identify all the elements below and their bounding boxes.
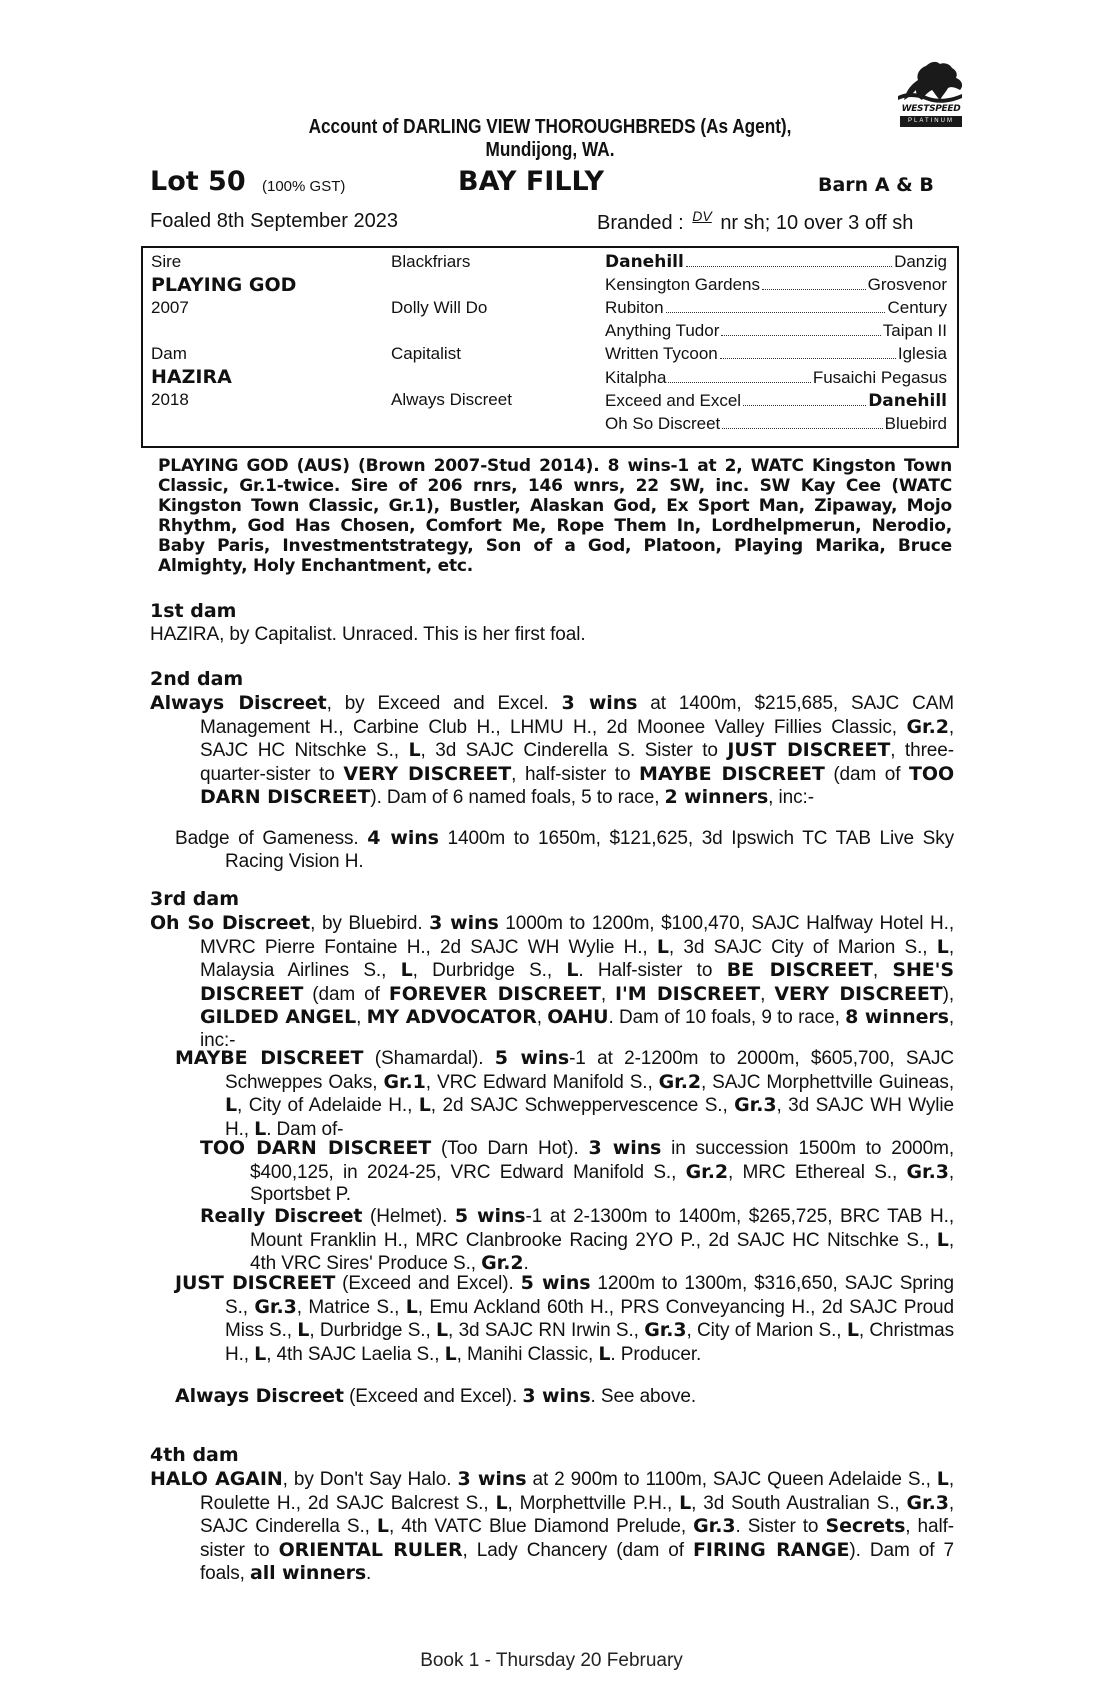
branded-info <box>597 208 913 235</box>
pedigree-row: Anything Tudor Taipan II <box>605 321 947 340</box>
lot-number: Lot 50 <box>150 166 246 197</box>
branded-label: Branded : <box>597 212 684 234</box>
grandsire-maternal: Capitalist <box>391 344 461 363</box>
pedigree-row: Kensington Gardens Grosvenor <box>605 275 947 294</box>
foaled-date: Foaled 8th September 2023 <box>150 210 398 232</box>
granddam-paternal: Dolly Will Do <box>391 298 488 317</box>
sire-name: PLAYING GOD <box>151 274 297 296</box>
gst-note: (100% GST) <box>262 178 346 195</box>
pedigree-row: Exceed and Excel Danehill <box>605 391 947 411</box>
dam-name: HAZIRA <box>151 366 232 388</box>
page-footer: Book 1 - Thursday 20 February <box>420 1650 683 1671</box>
second-dam-progeny: Badge of Gameness. 4 wins 1400m to 1650m, $121,625, 3d Ipswich TC TAB Live Sky Racing Vision H. <box>175 827 955 872</box>
brand-mark: DV <box>692 208 712 224</box>
logo-text: WESTSPEED <box>901 104 961 114</box>
branded-details: nr sh; 10 over 3 off sh <box>720 212 914 234</box>
horse-title: BAY FILLY <box>458 166 605 197</box>
progeny-really-discreet: Really Discreet (Helmet). 5 wins-1 at 2-1300m to 1400m, $265,725, BRC TAB H., Mount Franklin H., MRC Clanbrooke Racing 2YO P., 2d SAJC HC Nitschke S., L, 4th VRC Sires' Produce S., Gr.2. <box>200 1205 954 1274</box>
sire-label: Sire <box>151 252 182 271</box>
account-heading <box>283 116 816 162</box>
third-dam-progeny-always-discreet: Always Discreet (Exceed and Excel). 3 wins. See above. <box>175 1385 697 1407</box>
sire-year: 2007 <box>151 298 189 317</box>
account-line-2: Mundijong, WA. <box>485 139 615 161</box>
fourth-dam-entry: HALO AGAIN, by Don't Say Halo. 3 wins at 2 900m to 1100m, SAJC Queen Adelaide S., L, Roulette H., 2d SAJC Balcrest S., L, Morphettville P.H., L, 3d South Australian S., Gr.3, SAJC Cinderella S., L, 4th VATC Blue Diamond Prelude, Gr.3. Sister to Secrets, half-sister to ORIENTAL RULER, Lady Chancery (dam of FIRING RANGE). Dam of 7 foals, all winners. <box>150 1468 955 1584</box>
fourth-dam-heading: 4th dam <box>150 1444 239 1466</box>
westspeed-logo <box>896 56 966 136</box>
third-dam-progeny-maybe-discreet: MAYBE DISCREET (Shamardal). 5 wins-1 at 2-1200m to 2000m, $605,700, SAJC Schweppes Oaks, Gr.1, VRC Edward Manifold S., Gr.2, SAJC Morphettville Guineas, L, City of Adelaide H., L, 2d SAJC Schweppervescence S., Gr.3, 3d SAJC WH Wylie H., L. Dam of- <box>175 1047 955 1140</box>
second-dam-heading: 2nd dam <box>150 668 244 690</box>
pedigree-row: Kitalpha Fusaichi Pegasus <box>605 368 947 387</box>
first-dam-text: HAZIRA, by Capitalist. Unraced. This is her first foal. <box>150 624 586 645</box>
pedigree-table <box>141 246 959 448</box>
sire-summary: PLAYING GOD (AUS) (Brown 2007-Stud 2014). 8 wins-1 at 2, WATC Kingston Town Classic, Gr.1-twice. Sire of 206 rnrs, 146 wnrs, 22 SW, inc. SW Kay Cee (WATC Kingston Town Classic, Gr.1), Bustler, Alaskan God, Ex Sport Man, Zipaway, Mojo Rhythm, God Has Chosen, Comfort Me, Rope Them In, Lordhelpmerun, Nerodio, Baby Paris, Investmentstrategy, Son of a God, Platoon, Playing Marika, Bruce Almighty, Holy Enchantment, etc. <box>158 456 952 576</box>
second-dam-entry: Always Discreet, by Exceed and Excel. 3 wins at 1400m, $215,685, SAJC CAM Management H., Carbine Club H., LHMU H., 2d Moonee Valley Fillies Classic, Gr.2, SAJC HC Nitschke S., L, 3d SAJC Cinderella S. Sister to JUST DISCREET, three-quarter-sister to VERY DISCREET, half-sister to MAYBE DISCREET (dam of TOO DARN DISCREET). Dam of 6 named foals, 5 to race, 2 winners, inc:- <box>150 692 955 808</box>
horse-silhouette-icon <box>896 56 966 106</box>
pedigree-row: Oh So Discreet Bluebird <box>605 414 947 433</box>
pedigree-row: Rubiton Century <box>605 298 947 317</box>
third-dam-progeny-just-discreet: JUST DISCREET (Exceed and Excel). 5 wins 1200m to 1300m, $316,650, SAJC Spring S., Gr.3, Matrice S., L, Emu Ackland 60th H., PRS Conveyancing H., 2d SAJC Proud Miss S., L, Durbridge S., L, 3d SAJC RN Irwin S., Gr.3, City of Marion S., L, Christmas H., L, 4th SAJC Laelia S., L, Manihi Classic, L. Producer. <box>175 1272 955 1365</box>
first-dam-heading: 1st dam <box>150 600 237 622</box>
dam-label: Dam <box>151 344 187 363</box>
third-dam-entry: Oh So Discreet, by Bluebird. 3 wins 1000m to 1200m, $100,470, SAJC Halfway Hotel H., MVRC Pierre Fontaine H., 2d SAJC WH Wylie H., L, 3d SAJC City of Marion S., L, Malaysia Airlines S., L, Durbridge S., L. Half-sister to BE DISCREET, SHE'S DISCREET (dam of FOREVER DISCREET, I'M DISCREET, VERY DISCREET), GILDED ANGEL, MY ADVOCATOR, OAHU. Dam of 10 foals, 9 to race, 8 winners, inc:- <box>150 912 955 1051</box>
pedigree-row: Written Tycoon Iglesia <box>605 344 947 363</box>
granddam-maternal: Always Discreet <box>391 390 512 409</box>
third-dam-heading: 3rd dam <box>150 888 240 910</box>
grandsire-paternal: Blackfriars <box>391 252 471 271</box>
progeny-too-darn-discreet: TOO DARN DISCREET (Too Darn Hot). 3 wins in succession 1500m to 2000m, $400,125, in 2024-25, VRC Edward Manifold S., Gr.2, MRC Ethereal S., Gr.3, Sportsbet P. <box>200 1137 954 1205</box>
account-line-1: Account of DARLING VIEW THOROUGHBREDS (As Agent), <box>308 116 792 138</box>
barn-location: Barn A & B <box>818 174 934 196</box>
logo-subtext: PLATINUM <box>900 116 962 127</box>
pedigree-row: Danehill Danzig <box>605 252 947 272</box>
dam-year: 2018 <box>151 390 189 409</box>
